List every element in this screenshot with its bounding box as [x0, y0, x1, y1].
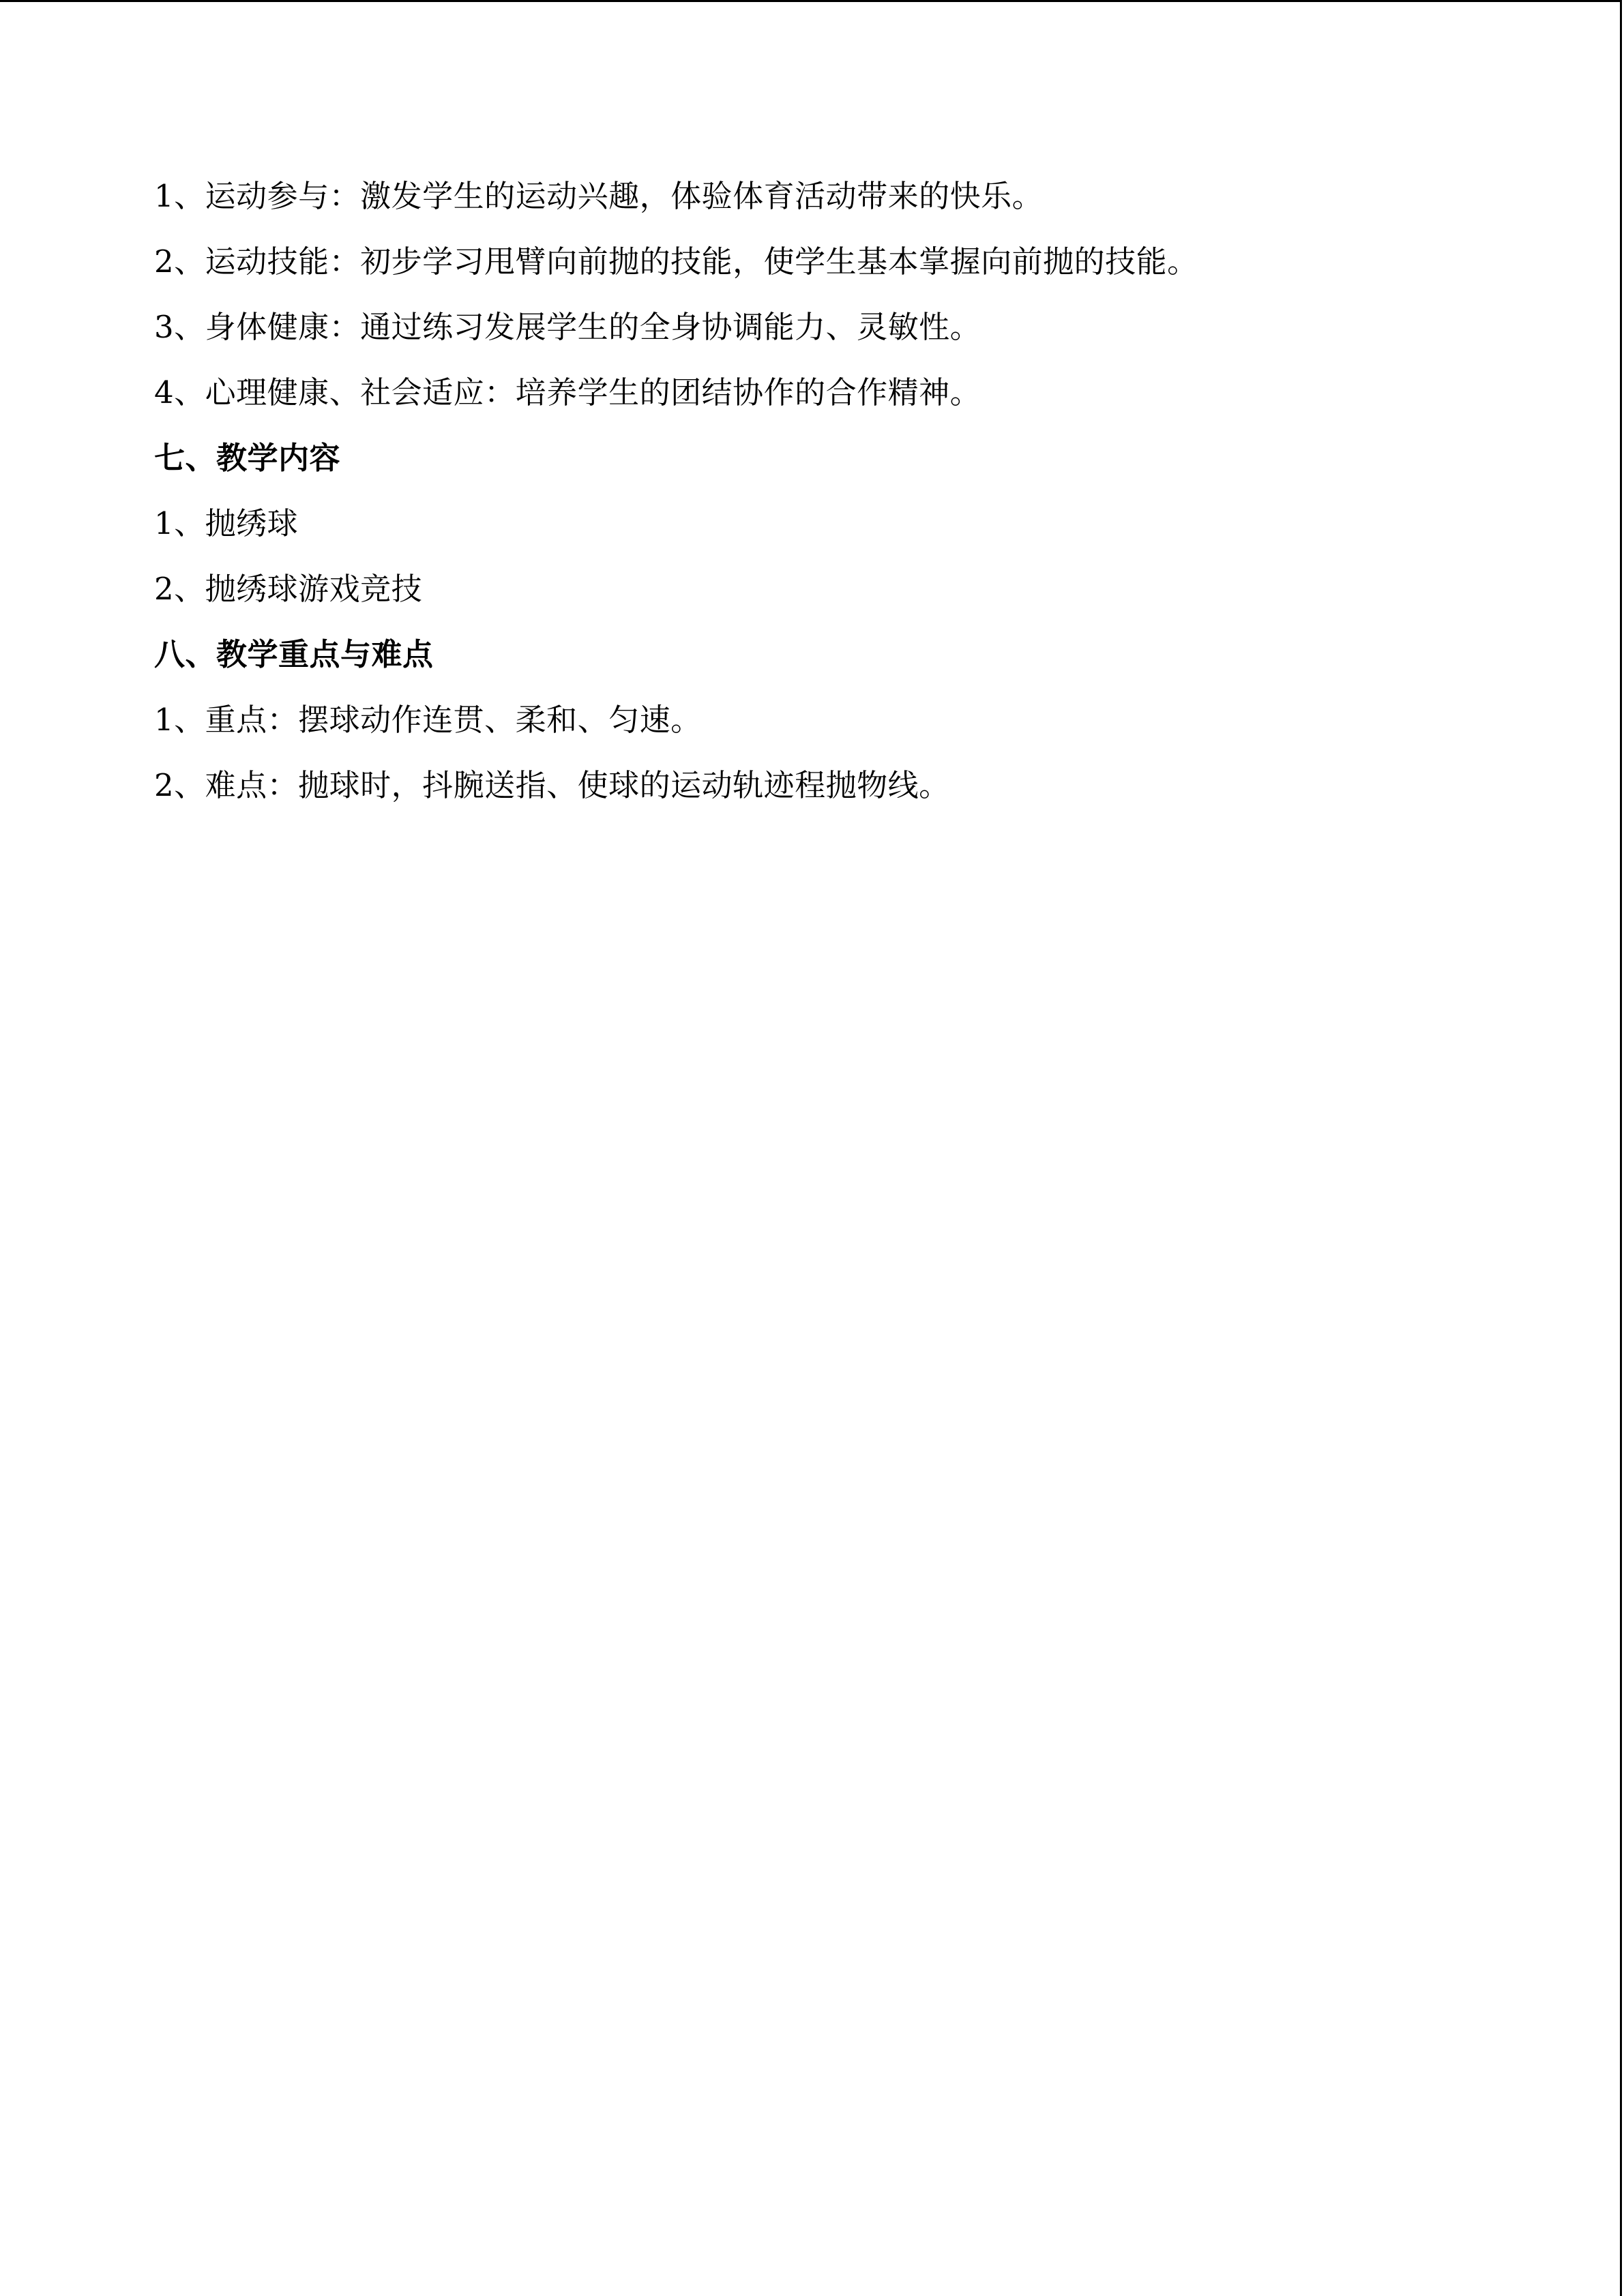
- objective-item: 3、身体健康：通过练习发展学生的全身协调能力、灵敏性。: [154, 309, 981, 345]
- section-heading-key-points: 八、教学重点与难点: [154, 636, 434, 672]
- document-body: [154, 164, 1518, 818]
- difficulty-item: 2、难点：抛球时，抖腕送指、使球的运动轨迹程抛物线。: [154, 767, 950, 803]
- section-heading-teaching-content: 七、教学内容: [154, 440, 341, 476]
- content-item: 1、抛绣球: [154, 505, 299, 541]
- objective-item: 2、运动技能：初步学习甩臂向前抛的技能，使学生基本掌握向前抛的技能。: [154, 243, 1198, 280]
- key-point-item: 1、重点：摆球动作连贯、柔和、匀速。: [154, 702, 702, 738]
- content-item: 2、抛绣球游戏竞技: [154, 571, 423, 607]
- objective-item: 4、心理健康、社会适应：培养学生的团结协作的合作精神。: [154, 374, 981, 411]
- objective-item: 1、运动参与：激发学生的运动兴趣，体验体育活动带来的快乐。: [154, 178, 1044, 214]
